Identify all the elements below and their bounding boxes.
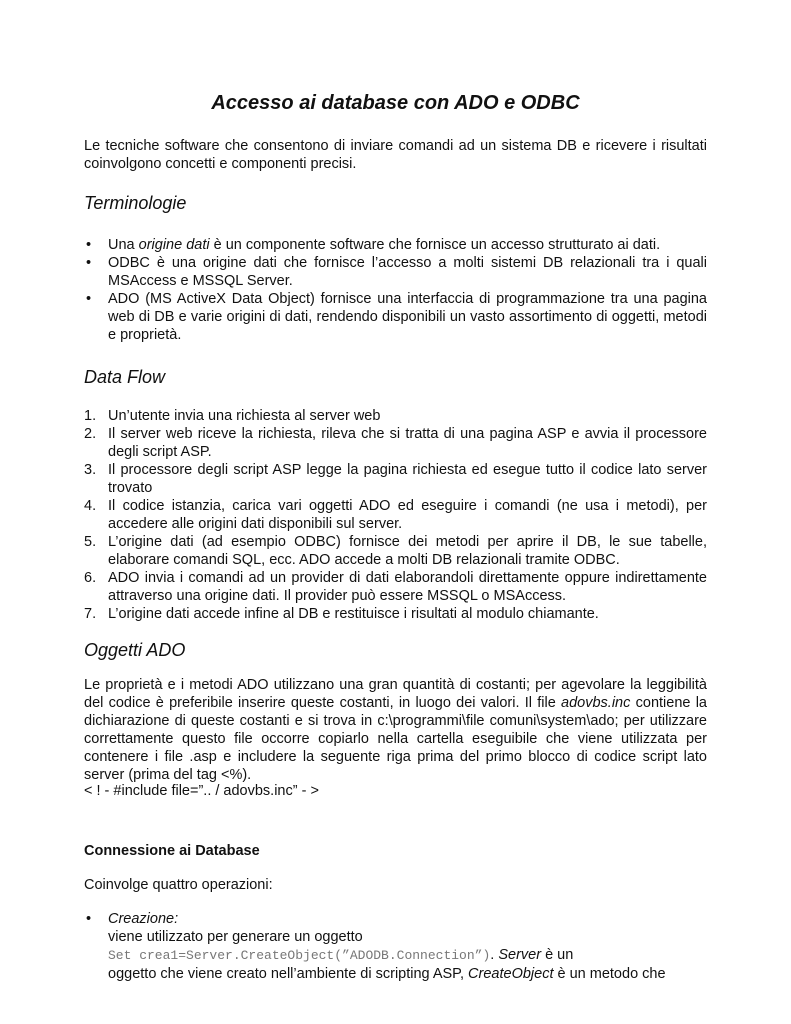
item-line: oggetto che viene creato nell’ambiente di scripting ASP, CreateObject è un metodo che [108, 966, 666, 982]
include-directive-line: < ! - #include file=”.. / adovbs.inc” - > [84, 783, 319, 799]
section-heading-data-flow: Data Flow [84, 367, 166, 387]
section-heading-oggetti-ado: Oggetti ADO [84, 640, 186, 660]
data-flow-list [84, 407, 707, 623]
bullet-icon: • [86, 237, 92, 253]
list-item: 2. Il server web riceve la richiesta, rileva che si tratta di una pagina ASP e avvia il processore degli script ASP. [84, 426, 707, 460]
list-item: • Una origine dati è un componente software che fornisce un accesso strutturato ai dati. [86, 237, 661, 253]
emphasis-createobject: CreateObject [468, 966, 554, 982]
connessione-intro: Coinvolge quattro operazioni: [84, 877, 273, 893]
section-heading-connessione: Connessione ai Database [84, 843, 260, 859]
emphasis-adovbs-inc: adovbs.inc [561, 695, 631, 711]
list-item [84, 910, 707, 983]
list-item: 1. Un’utente invia una richiesta al server web [84, 408, 381, 424]
list-item: • ADO (MS ActiveX Data Object) fornisce una interfaccia di programmazione tra una pagina web di DB e varie origini di dati, rendendo disponibili un vasto assortimento di oggetti, metodi e proprietà. [86, 291, 707, 343]
list-item: 3. Il processore degli script ASP legge la pagina richiesta ed esegue tutto il codice lato server trovato [84, 462, 707, 496]
list-item: 4. Il codice istanzia, carica vari oggetti ADO ed eseguire i comandi (ne usa i metodi), per accedere alle origini dati disponibili sul server. [84, 498, 707, 532]
emphasis-server: Server [498, 947, 542, 963]
bullet-icon: • [86, 291, 92, 307]
item-line: Set crea1=Server.CreateObject(”ADODB.Connection”). Server è un [108, 947, 574, 963]
oggetti-ado-paragraph: Le proprietà e i metodi ADO utilizzano una gran quantità di costanti; per agevolare la leggibilità del codice è preferibile inserire queste costanti, in luogo dei valori. Il file adovbs.inc contiene la dichiarazione di queste costanti e si trova in c:\programmi\file comuni\system\ado; per utilizzare correttamente questo file occorre copiarlo nella cartella eseguibile che viene utilizzata per contenere i file .asp e includere la seguente riga prima del primo blocco di codice script lato server (prima del tag <%). [84, 677, 708, 783]
list-item: 7. L’origine dati accede infine al DB e restituisce i risultati al modulo chiamante. [84, 606, 599, 622]
list-item: • ODBC è una origine dati che fornisce l’accesso a molti sistemi DB relazionali tra i quali MSAccess e MSSQL Server. [86, 255, 707, 289]
section-heading-terminologie: Terminologie [84, 193, 187, 213]
code-snippet: Set crea1=Server.CreateObject(”ADODB.Connection”) [108, 948, 491, 963]
item-line: viene utilizzato per generare un oggetto [108, 929, 363, 945]
item-title: Creazione: [108, 911, 179, 927]
connessione-list [84, 910, 707, 983]
list-item: 5. L’origine dati (ad esempio ODBC) fornisce dei metodi per aprire il DB, le sue tabelle, elaborare comandi SQL, ecc. ADO accede a molti DB relazionali tramite ODBC. [84, 534, 707, 568]
emphasis-origine-dati: origine dati [138, 237, 210, 253]
page-title: Accesso ai database con ADO e ODBC [211, 92, 580, 114]
terminologie-list [84, 236, 707, 344]
bullet-icon: • [86, 911, 92, 927]
list-item: 6. ADO invia i comandi ad un provider di dati elaborandoli direttamente oppure indirettamente attraverso una origine dati. Il provider può essere MSSQL o MSAccess. [84, 570, 707, 604]
intro-paragraph: Le tecniche software che consentono di inviare comandi ad un sistema DB e ricevere i risultati coinvolgono concetti e componenti precisi. [84, 138, 707, 172]
bullet-icon: • [86, 255, 92, 271]
